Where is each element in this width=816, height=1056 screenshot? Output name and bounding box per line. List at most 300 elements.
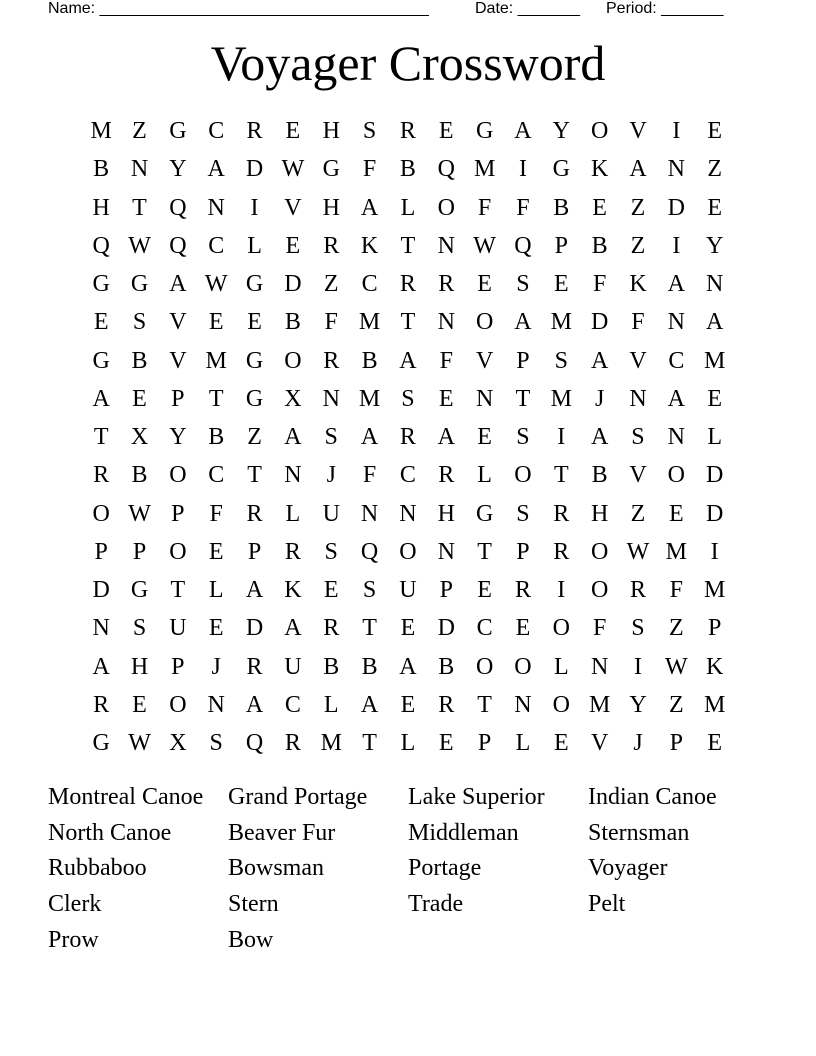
grid-letter[interactable]: P — [516, 347, 530, 374]
grid-letter[interactable]: O — [552, 691, 570, 718]
grid-letter[interactable]: A — [667, 385, 685, 412]
grid-letter[interactable]: E — [208, 309, 224, 336]
grid-letter[interactable]: Z — [630, 232, 646, 259]
grid-letter[interactable]: I — [557, 424, 566, 451]
grid-letter[interactable]: J — [594, 385, 605, 412]
grid-letter[interactable]: W — [281, 156, 305, 183]
grid-letter[interactable]: P — [669, 730, 683, 757]
grid-letter[interactable]: G — [245, 385, 264, 412]
grid-letter[interactable]: V — [169, 309, 187, 336]
grid-letter[interactable]: E — [93, 309, 109, 336]
grid-letter[interactable]: E — [477, 577, 492, 604]
grid-row — [82, 303, 734, 341]
grid-letter[interactable]: G — [130, 577, 149, 604]
grid-letter[interactable]: I — [672, 118, 681, 145]
grid-letter[interactable]: Z — [132, 118, 147, 145]
grid-letter[interactable]: U — [322, 500, 340, 527]
grid-letter[interactable]: B — [323, 653, 340, 680]
grid-letter[interactable]: E — [707, 194, 722, 221]
grid-letter[interactable]: A — [399, 347, 417, 374]
grid-letter[interactable]: O — [590, 118, 609, 145]
grid-letter[interactable]: D — [92, 577, 110, 604]
grid-letter[interactable]: L — [477, 462, 492, 489]
grid-letter[interactable]: B — [93, 156, 110, 183]
grid-letter[interactable]: P — [171, 385, 185, 412]
grid-letter[interactable]: B — [284, 309, 301, 336]
grid-letter[interactable]: N — [399, 500, 417, 527]
grid-letter[interactable]: S — [362, 118, 377, 145]
grid-letter[interactable]: O — [437, 194, 455, 221]
grid-letter[interactable]: W — [204, 271, 228, 298]
grid-letter[interactable]: T — [247, 462, 262, 489]
grid-letter[interactable]: D — [667, 194, 685, 221]
grid-letter[interactable]: N — [207, 691, 225, 718]
grid-letter[interactable]: J — [326, 462, 336, 489]
grid-letter[interactable]: E — [323, 577, 339, 604]
grid-letter[interactable]: S — [631, 615, 645, 642]
grid-letter[interactable]: Q — [92, 232, 110, 259]
grid-letter[interactable]: X — [130, 424, 149, 451]
grid-letter[interactable]: N — [360, 500, 379, 527]
grid-letter[interactable]: W — [128, 730, 151, 757]
grid-letter[interactable]: E — [668, 500, 684, 527]
grid-letter[interactable]: N — [629, 385, 647, 412]
grid-letter[interactable]: R — [438, 691, 455, 718]
grid-letter[interactable]: O — [92, 500, 110, 527]
grid-letter[interactable]: V — [629, 462, 647, 489]
grid-letter[interactable]: Q — [169, 232, 187, 259]
grid-letter[interactable]: S — [209, 730, 223, 757]
grid-letter[interactable]: A — [514, 118, 532, 145]
grid-letter[interactable]: P — [171, 653, 185, 680]
grid-letter[interactable]: J — [211, 653, 221, 680]
grid-letter[interactable]: A — [360, 194, 379, 221]
grid-letter[interactable]: B — [131, 347, 148, 374]
grid-letter[interactable]: D — [245, 156, 264, 183]
grid-letter[interactable]: H — [322, 194, 340, 221]
grid-letter[interactable]: G — [475, 118, 494, 145]
grid-letter[interactable]: K — [360, 232, 379, 259]
grid-letter[interactable]: L — [553, 653, 569, 680]
grid-letter[interactable]: E — [285, 118, 301, 145]
grid-letter[interactable]: S — [362, 577, 377, 604]
grid-row — [82, 686, 734, 724]
grid-letter[interactable]: O — [169, 462, 187, 489]
grid-letter[interactable]: A — [169, 271, 187, 298]
grid-letter[interactable]: V — [629, 118, 647, 145]
grid-letter[interactable]: U — [399, 577, 417, 604]
grid-letter[interactable]: G — [169, 118, 187, 145]
grid-letter[interactable]: R — [93, 462, 110, 489]
grid-letter[interactable]: O — [169, 538, 187, 565]
grid-letter[interactable]: R — [246, 118, 263, 145]
grid-letter[interactable]: A — [360, 424, 379, 451]
grid-letter[interactable]: T — [132, 194, 147, 221]
grid-letter[interactable]: Z — [668, 691, 684, 718]
grid-letter[interactable]: P — [707, 615, 722, 642]
grid-letter[interactable]: D — [245, 615, 264, 642]
grid-letter[interactable]: A — [284, 615, 302, 642]
grid-letter[interactable]: C — [476, 615, 493, 642]
grid-letter[interactable]: G — [92, 730, 110, 757]
grid-letter[interactable]: A — [629, 156, 647, 183]
grid-letter[interactable]: A — [706, 309, 724, 336]
grid-letter[interactable]: C — [399, 462, 416, 489]
grid-letter[interactable]: M — [320, 730, 342, 757]
grid-letter[interactable]: E — [132, 385, 147, 412]
grid-letter[interactable]: E — [515, 615, 531, 642]
grid-letter[interactable]: Q — [360, 538, 379, 565]
grid-letter[interactable]: N — [322, 385, 340, 412]
grid-letter[interactable]: N — [667, 424, 685, 451]
period-field[interactable]: Period: _______ — [606, 0, 724, 17]
grid-letter[interactable]: N — [437, 232, 455, 259]
grid-letter[interactable]: S — [132, 309, 147, 336]
grid-letter[interactable]: C — [208, 232, 225, 259]
grid-letter[interactable]: F — [477, 194, 492, 221]
grid-letter[interactable]: T — [362, 730, 377, 757]
grid-letter[interactable]: E — [400, 615, 416, 642]
grid-letter[interactable]: A — [590, 424, 609, 451]
word-bank-item: Clerk — [48, 891, 102, 918]
grid-letter[interactable]: A — [284, 424, 302, 451]
grid-letter[interactable]: D — [706, 500, 724, 527]
grid-letter[interactable]: V — [629, 347, 647, 374]
grid-letter[interactable]: A — [399, 653, 417, 680]
grid-letter[interactable]: P — [171, 500, 185, 527]
grid-letter[interactable]: R — [438, 462, 455, 489]
grid-letter[interactable]: S — [516, 271, 530, 298]
grid-letter[interactable]: P — [247, 538, 262, 565]
grid-letter[interactable]: V — [590, 730, 609, 757]
grid-letter[interactable]: Y — [706, 232, 724, 259]
grid-letter[interactable]: T — [477, 691, 492, 718]
grid-letter[interactable]: T — [553, 462, 569, 489]
grid-letter[interactable]: C — [208, 462, 225, 489]
grid-letter[interactable]: A — [437, 424, 455, 451]
grid-letter[interactable]: M — [550, 309, 572, 336]
grid-letter[interactable]: O — [169, 691, 187, 718]
grid-letter[interactable]: B — [208, 424, 225, 451]
grid-letter[interactable]: R — [323, 615, 340, 642]
grid-letter[interactable]: W — [665, 653, 688, 680]
grid-letter[interactable]: G — [245, 271, 264, 298]
grid-letter[interactable]: K — [706, 653, 724, 680]
grid-letter[interactable]: E — [707, 730, 722, 757]
grid-letter[interactable]: N — [437, 309, 455, 336]
grid-letter[interactable]: G — [92, 347, 110, 374]
grid-letter[interactable]: R — [323, 347, 340, 374]
grid-letter[interactable]: G — [245, 347, 264, 374]
grid-letter[interactable]: E — [400, 691, 416, 718]
grid-letter[interactable]: E — [707, 118, 722, 145]
grid-letter[interactable]: T — [515, 385, 531, 412]
word-bank-item: Bow — [228, 926, 274, 953]
grid-letter[interactable]: E — [553, 730, 569, 757]
grid-letter[interactable]: L — [247, 232, 262, 259]
grid-letter[interactable]: A — [92, 385, 110, 412]
grid-letter[interactable]: I — [710, 538, 719, 565]
grid-letter[interactable]: D — [437, 615, 455, 642]
grid-letter[interactable]: A — [360, 691, 379, 718]
grid-letter[interactable]: P — [439, 577, 453, 604]
grid-letter[interactable]: A — [590, 347, 609, 374]
grid-letter[interactable]: R — [284, 538, 301, 565]
grid-letter[interactable]: E — [285, 232, 301, 259]
grid-letter[interactable]: N — [667, 309, 685, 336]
grid-letter[interactable]: N — [475, 385, 494, 412]
word-bank-item: Portage — [408, 855, 482, 882]
grid-letter[interactable]: V — [169, 347, 187, 374]
grid-letter[interactable]: D — [284, 271, 302, 298]
grid-letter[interactable]: T — [93, 424, 109, 451]
grid-letter[interactable]: E — [438, 730, 454, 757]
grid-letter[interactable]: N — [437, 538, 455, 565]
grid-letter[interactable]: N — [284, 462, 302, 489]
grid-letter[interactable]: L — [400, 194, 416, 221]
grid-letter[interactable]: N — [706, 271, 724, 298]
grid-letter[interactable]: W — [128, 500, 151, 527]
grid-letter[interactable]: B — [591, 462, 608, 489]
grid-letter[interactable]: M — [704, 347, 726, 374]
grid-letter[interactable]: P — [94, 538, 108, 565]
grid-row — [82, 112, 734, 150]
grid-letter[interactable]: S — [554, 347, 568, 374]
grid-letter[interactable]: E — [438, 385, 454, 412]
grid-letter[interactable]: M — [90, 118, 112, 145]
grid-letter[interactable]: Q — [169, 194, 187, 221]
grid-letter[interactable]: G — [552, 156, 570, 183]
grid-letter[interactable]: K — [590, 156, 609, 183]
grid-letter[interactable]: R — [284, 730, 301, 757]
grid-letter[interactable]: E — [477, 424, 492, 451]
grid-letter[interactable]: N — [667, 156, 685, 183]
grid-letter[interactable]: H — [322, 118, 340, 145]
grid-letter[interactable]: Z — [630, 500, 646, 527]
grid-letter[interactable]: L — [285, 500, 301, 527]
grid-letter[interactable]: G — [92, 271, 110, 298]
grid-letter[interactable]: T — [400, 309, 416, 336]
grid-letter[interactable]: I — [518, 156, 527, 183]
grid-letter[interactable]: R — [553, 538, 570, 565]
grid-letter[interactable]: Z — [323, 271, 339, 298]
grid-letter[interactable]: R — [246, 653, 263, 680]
grid-letter[interactable]: O — [399, 538, 417, 565]
grid-letter[interactable]: R — [246, 500, 263, 527]
grid-letter[interactable]: A — [92, 653, 110, 680]
grid-letter[interactable]: E — [707, 385, 722, 412]
grid-letter[interactable]: R — [553, 500, 570, 527]
grid-letter[interactable]: I — [557, 577, 566, 604]
grid-letter[interactable]: K — [284, 577, 302, 604]
grid-letter[interactable]: N — [130, 156, 149, 183]
grid-letter[interactable]: V — [284, 194, 302, 221]
grid-letter[interactable]: H — [130, 653, 149, 680]
grid-letter[interactable]: S — [516, 424, 530, 451]
grid-letter[interactable]: O — [514, 653, 532, 680]
grid-letter[interactable]: V — [475, 347, 494, 374]
grid-letter[interactable]: S — [516, 500, 530, 527]
grid-letter[interactable]: T — [170, 577, 186, 604]
grid-letter[interactable]: L — [515, 730, 531, 757]
grid-letter[interactable]: M — [358, 385, 381, 412]
grid-letter[interactable]: P — [554, 232, 568, 259]
grid-letter[interactable]: F — [669, 577, 683, 604]
grid-letter[interactable]: Y — [629, 691, 647, 718]
grid-letter[interactable]: T — [400, 232, 416, 259]
letter-grid — [82, 112, 734, 762]
grid-letter[interactable]: S — [324, 538, 338, 565]
grid-letter[interactable]: N — [514, 691, 532, 718]
grid-letter[interactable]: A — [514, 309, 532, 336]
grid-letter[interactable]: O — [590, 577, 609, 604]
grid-letter[interactable]: R — [399, 118, 416, 145]
grid-letter[interactable]: R — [438, 271, 455, 298]
grid-letter[interactable]: E — [553, 271, 569, 298]
grid-letter[interactable]: M — [704, 577, 726, 604]
grid-letter[interactable]: U — [284, 653, 302, 680]
grid-letter[interactable]: S — [324, 424, 338, 451]
grid-letter[interactable]: S — [401, 385, 415, 412]
grid-letter[interactable]: X — [284, 385, 302, 412]
grid-letter[interactable]: H — [437, 500, 455, 527]
grid-letter[interactable]: C — [208, 118, 225, 145]
grid-letter[interactable]: F — [592, 615, 607, 642]
grid-letter[interactable]: E — [592, 194, 607, 221]
grid-letter[interactable]: B — [399, 156, 416, 183]
grid-letter[interactable]: G — [475, 500, 494, 527]
grid-letter[interactable]: B — [131, 462, 148, 489]
grid-letter[interactable]: Q — [514, 232, 532, 259]
grid-letter[interactable]: E — [438, 118, 454, 145]
grid-letter[interactable]: A — [245, 577, 264, 604]
grid-letter[interactable]: B — [553, 194, 570, 221]
grid-letter[interactable]: A — [245, 691, 264, 718]
grid-letter[interactable]: M — [588, 691, 611, 718]
grid-letter[interactable]: F — [439, 347, 453, 374]
grid-letter[interactable]: O — [284, 347, 302, 374]
grid-letter[interactable]: O — [667, 462, 685, 489]
grid-letter[interactable]: F — [324, 309, 338, 336]
grid-letter[interactable]: F — [362, 462, 377, 489]
grid-letter[interactable]: P — [132, 538, 147, 565]
grid-letter[interactable]: H — [92, 194, 110, 221]
grid-letter[interactable]: R — [93, 691, 110, 718]
grid-letter[interactable]: G — [130, 271, 149, 298]
grid-letter[interactable]: R — [399, 424, 416, 451]
grid-letter[interactable]: X — [169, 730, 187, 757]
grid-letter[interactable]: A — [207, 156, 225, 183]
grid-letter[interactable]: W — [128, 232, 151, 259]
grid-letter[interactable]: A — [667, 271, 685, 298]
grid-letter[interactable]: Q — [437, 156, 455, 183]
grid-letter[interactable]: N — [590, 653, 609, 680]
grid-letter[interactable]: W — [473, 232, 496, 259]
grid-letter[interactable]: F — [362, 156, 377, 183]
grid-letter[interactable]: H — [590, 500, 609, 527]
grid-letter[interactable]: M — [358, 309, 381, 336]
grid-letter[interactable]: C — [361, 271, 378, 298]
grid-letter[interactable]: D — [706, 462, 724, 489]
grid-letter[interactable]: S — [132, 615, 147, 642]
grid-letter[interactable]: J — [633, 730, 643, 757]
grid-letter[interactable]: L — [400, 730, 416, 757]
grid-letter[interactable]: R — [629, 577, 646, 604]
grid-letter[interactable]: R — [514, 577, 531, 604]
grid-letter[interactable]: L — [208, 577, 224, 604]
grid-letter[interactable]: F — [592, 271, 607, 298]
grid-letter[interactable]: P — [477, 730, 492, 757]
grid-letter[interactable]: W — [626, 538, 650, 565]
grid-letter[interactable]: F — [209, 500, 223, 527]
grid-letter[interactable]: S — [631, 424, 645, 451]
grid-letter[interactable]: K — [629, 271, 647, 298]
grid-letter[interactable]: G — [322, 156, 340, 183]
date-field[interactable]: Date: _______ — [475, 0, 580, 17]
grid-letter[interactable]: Z — [668, 615, 684, 642]
grid-letter[interactable]: Q — [245, 730, 264, 757]
grid-letter[interactable]: L — [707, 424, 722, 451]
grid-letter[interactable]: I — [250, 194, 259, 221]
grid-letter[interactable]: O — [552, 615, 570, 642]
grid-letter[interactable]: T — [208, 385, 224, 412]
grid-letter[interactable]: O — [475, 653, 494, 680]
grid-letter[interactable]: F — [631, 309, 645, 336]
grid-letter[interactable]: E — [247, 309, 262, 336]
grid-letter[interactable]: M — [550, 385, 572, 412]
grid-letter[interactable]: T — [362, 615, 377, 642]
grid-letter[interactable]: N — [92, 615, 110, 642]
grid-letter[interactable]: R — [399, 271, 416, 298]
grid-letter[interactable]: Y — [169, 156, 187, 183]
grid-letter[interactable]: I — [633, 653, 642, 680]
grid-letter[interactable]: T — [477, 538, 492, 565]
grid-letter[interactable]: O — [475, 309, 494, 336]
grid-letter[interactable]: Z — [247, 424, 262, 451]
grid-letter[interactable]: F — [516, 194, 530, 221]
grid-letter[interactable]: O — [514, 462, 532, 489]
grid-letter[interactable]: E — [208, 538, 224, 565]
grid-letter[interactable]: O — [590, 538, 609, 565]
grid-letter[interactable]: C — [668, 347, 685, 374]
grid-letter[interactable]: B — [361, 653, 378, 680]
grid-letter[interactable]: E — [477, 271, 492, 298]
grid-letter[interactable]: E — [208, 615, 224, 642]
grid-letter[interactable]: B — [438, 653, 455, 680]
grid-letter[interactable]: M — [205, 347, 227, 374]
grid-letter[interactable]: Z — [630, 194, 646, 221]
grid-row — [82, 648, 734, 686]
grid-letter[interactable]: Z — [707, 156, 722, 183]
grid-letter[interactable]: U — [169, 615, 187, 642]
grid-letter[interactable]: Y — [169, 424, 187, 451]
name-field[interactable]: Name: _____________________________________ — [48, 0, 429, 17]
grid-letter[interactable]: E — [132, 691, 147, 718]
grid-letter[interactable]: R — [323, 232, 340, 259]
grid-letter[interactable]: P — [516, 538, 530, 565]
grid-letter[interactable]: L — [323, 691, 339, 718]
grid-letter[interactable]: Y — [552, 118, 570, 145]
grid-letter[interactable]: N — [207, 194, 225, 221]
grid-letter[interactable]: M — [704, 691, 726, 718]
grid-letter[interactable]: B — [591, 232, 608, 259]
grid-letter[interactable]: D — [590, 309, 609, 336]
grid-letter[interactable]: I — [672, 232, 681, 259]
grid-letter[interactable]: B — [361, 347, 378, 374]
grid-letter[interactable]: M — [665, 538, 687, 565]
grid-letter[interactable]: M — [473, 156, 496, 183]
grid-letter[interactable]: C — [284, 691, 301, 718]
